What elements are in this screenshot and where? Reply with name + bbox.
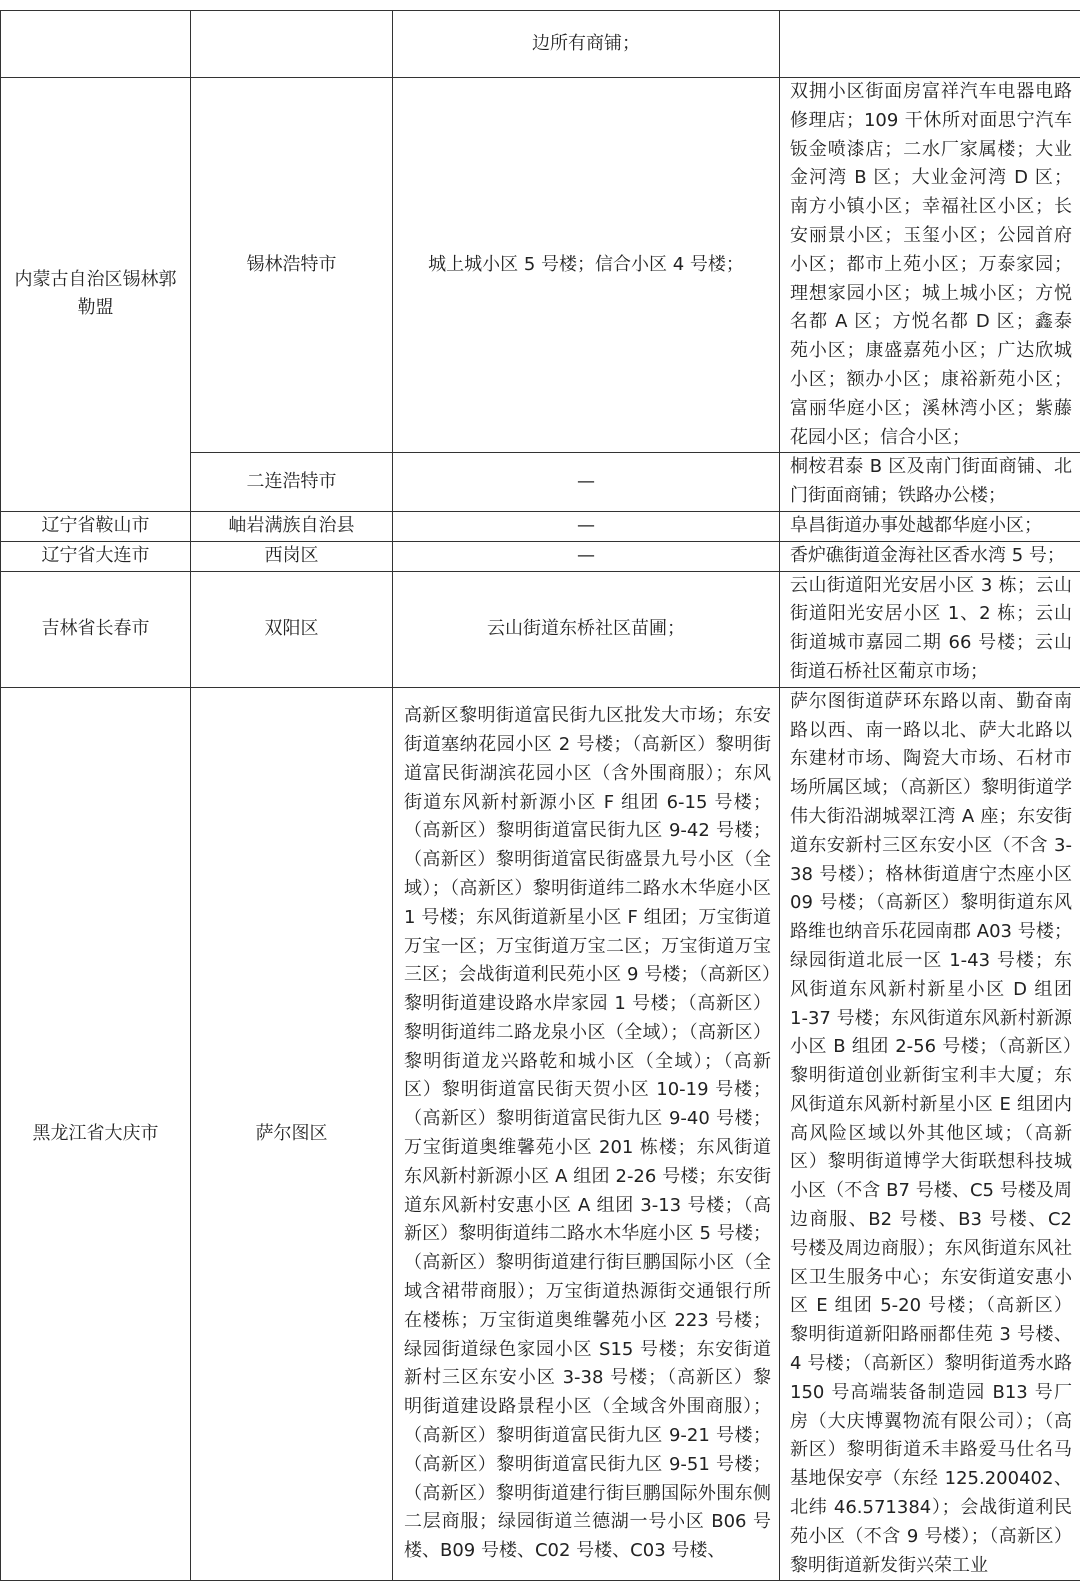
high-risk-cell: — [393,541,780,571]
mid-risk-cell: 阜昌街道办事处越都华庭小区； [780,511,1080,541]
district-cell: 岫岩满族自治县 [191,511,393,541]
high-risk-cell: — [393,453,780,512]
high-risk-cell: 边所有商铺； [393,11,780,78]
risk-area-table [0,10,1080,1581]
high-risk-cell: — [393,511,780,541]
province-city-cell: 辽宁省鞍山市 [1,511,191,541]
table-row [1,11,1080,78]
district-cell: 西岗区 [191,541,393,571]
province-city-cell: 吉林省长春市 [1,571,191,687]
province-city-cell: 黑龙江省大庆市 [1,687,191,1581]
high-risk-cell: 云山街道东桥社区苗圃； [393,571,780,687]
district-cell [191,11,393,78]
province-city-cell: 辽宁省大连市 [1,541,191,571]
mid-risk-cell: 桐桉君泰 B 区及南门街面商铺、北门街面商铺；铁路办公楼； [780,453,1080,512]
province-city-cell: 内蒙古自治区锡林郭勒盟 [1,78,191,512]
table-row [1,78,1080,453]
district-cell: 锡林浩特市 [191,78,393,453]
table-row [1,541,1080,571]
mid-risk-cell: 萨尔图街道萨环东路以南、勤奋南路以西、南一路以北、萨大北路以东建材市场、陶瓷大市场、石材市场所属区域；（高新区）黎明街道学伟大街沿湖城翠江湾 A 座；东安街道东安新村三区东安小区（不含 3-38 号楼）；格林街道唐宁杰座小区 09 号楼；（高新区）黎明街道东风路维也纳音乐花园南郡 A03 号楼；绿园街道北辰一区 1-43 号楼；东风街道东风新村新星小区 D 组团 1-37 号楼；东风街道东风新村新源小区 B 组团 2-56 号楼；（高新区）黎明街道创业新街宝利丰大厦；东风街道东风新村新星小区 E 组团内高风险区域以外其他区域；（高新区）黎明街道博学大街联想科技城小区（不含 B7 号楼、C5 号楼及周边商服、B2 号楼、B3 号楼、C2 号楼及周边商服）；东风街道东风社区卫生服务中心；东安街道安惠小区 E 组团 5-20 号楼；（高新区）黎明街道新阳路丽都佳苑 3 号楼、4 号楼；（高新区）黎明街道秀水路 150 号高端装备制造园 B13 号厂房（大庆博翼物流有限公司）；（高新区）黎明街道禾丰路爱马仕名马基地保安亭（东经 125.200402、北纬 46.571384）；会战街道利民苑小区（不含 9 号楼）；（高新区）黎明街道新发街兴荣工业 [780,687,1080,1581]
table-row [1,687,1080,1581]
high-risk-cell: 高新区黎明街道富民街九区批发大市场；东安街道塞纳花园小区 2 号楼；（高新区）黎明街道富民街湖滨花园小区（含外围商服）；东风街道东风新村新源小区 F 组团 6-15 号楼；（高新区）黎明街道富民街九区 9-42 号楼；（高新区）黎明街道富民街盛景九号小区（全域）；（高新区）黎明街道纬二路水木华庭小区 1 号楼；东风街道新星小区 F 组团；万宝街道万宝一区；万宝街道万宝二区；万宝街道万宝三区；会战街道利民苑小区 9 号楼；（高新区）黎明街道建设路水岸家园 1 号楼；（高新区）黎明街道纬二路龙泉小区（全域）；（高新区）黎明街道龙兴路乾和城小区（全域）；（高新区）黎明街道富民街天贺小区 10-19 号楼；（高新区）黎明街道富民街九区 9-40 号楼；万宝街道奥维馨苑小区 201 栋楼；东风街道东风新村新源小区 A 组团 2-26 号楼；东安街道东风新村安惠小区 A 组团 3-13 号楼；（高新区）黎明街道纬二路水木华庭小区 5 号楼；（高新区）黎明街道建行街巨鹏国际小区（全域含裙带商服）；万宝街道热源街交通银行所在楼栋；万宝街道奥维馨苑小区 223 号楼；绿园街道绿色家园小区 S15 号楼；东安街道新村三区东安小区 3-38 号楼；（高新区）黎明街道建设路景程小区（全域含外围商服）；（高新区）黎明街道富民街九区 9-21 号楼；（高新区）黎明街道富民街九区 9-51 号楼；（高新区）黎明街道建行街巨鹏国际外围东侧二层商服；绿园街道兰德湖一号小区 B06 号楼、B09 号楼、C02 号楼、C03 号楼、 [393,687,780,1581]
mid-risk-cell: 云山街道阳光安居小区 3 栋；云山街道阳光安居小区 1、2 栋；云山街道城市嘉园二期 66 号楼；云山街道石桥社区葡京市场； [780,571,1080,687]
table-row [1,571,1080,687]
district-cell: 萨尔图区 [191,687,393,1581]
mid-risk-cell [780,11,1080,78]
table-row [1,511,1080,541]
province-city-cell [1,11,191,78]
mid-risk-cell: 双拥小区街面房富祥汽车电器电路修理店；109 干休所对面思宁汽车钣金喷漆店；二水厂家属楼；大业金河湾 B 区；大业金河湾 D 区；南方小镇小区；幸福社区小区；长安丽景小区；玉玺小区；公园首府小区；都市上苑小区；万泰家园；理想家园小区；城上城小区；方悦名都 A 区；方悦名都 D 区；鑫泰苑小区；康盛嘉苑小区；广达欣城小区；额办小区；康裕新苑小区；富丽华庭小区；溪林湾小区；紫藤花园小区；信合小区； [780,78,1080,453]
district-cell: 双阳区 [191,571,393,687]
mid-risk-cell: 香炉礁街道金海社区香水湾 5 号； [780,541,1080,571]
high-risk-cell: 城上城小区 5 号楼；信合小区 4 号楼； [393,78,780,453]
district-cell: 二连浩特市 [191,453,393,512]
